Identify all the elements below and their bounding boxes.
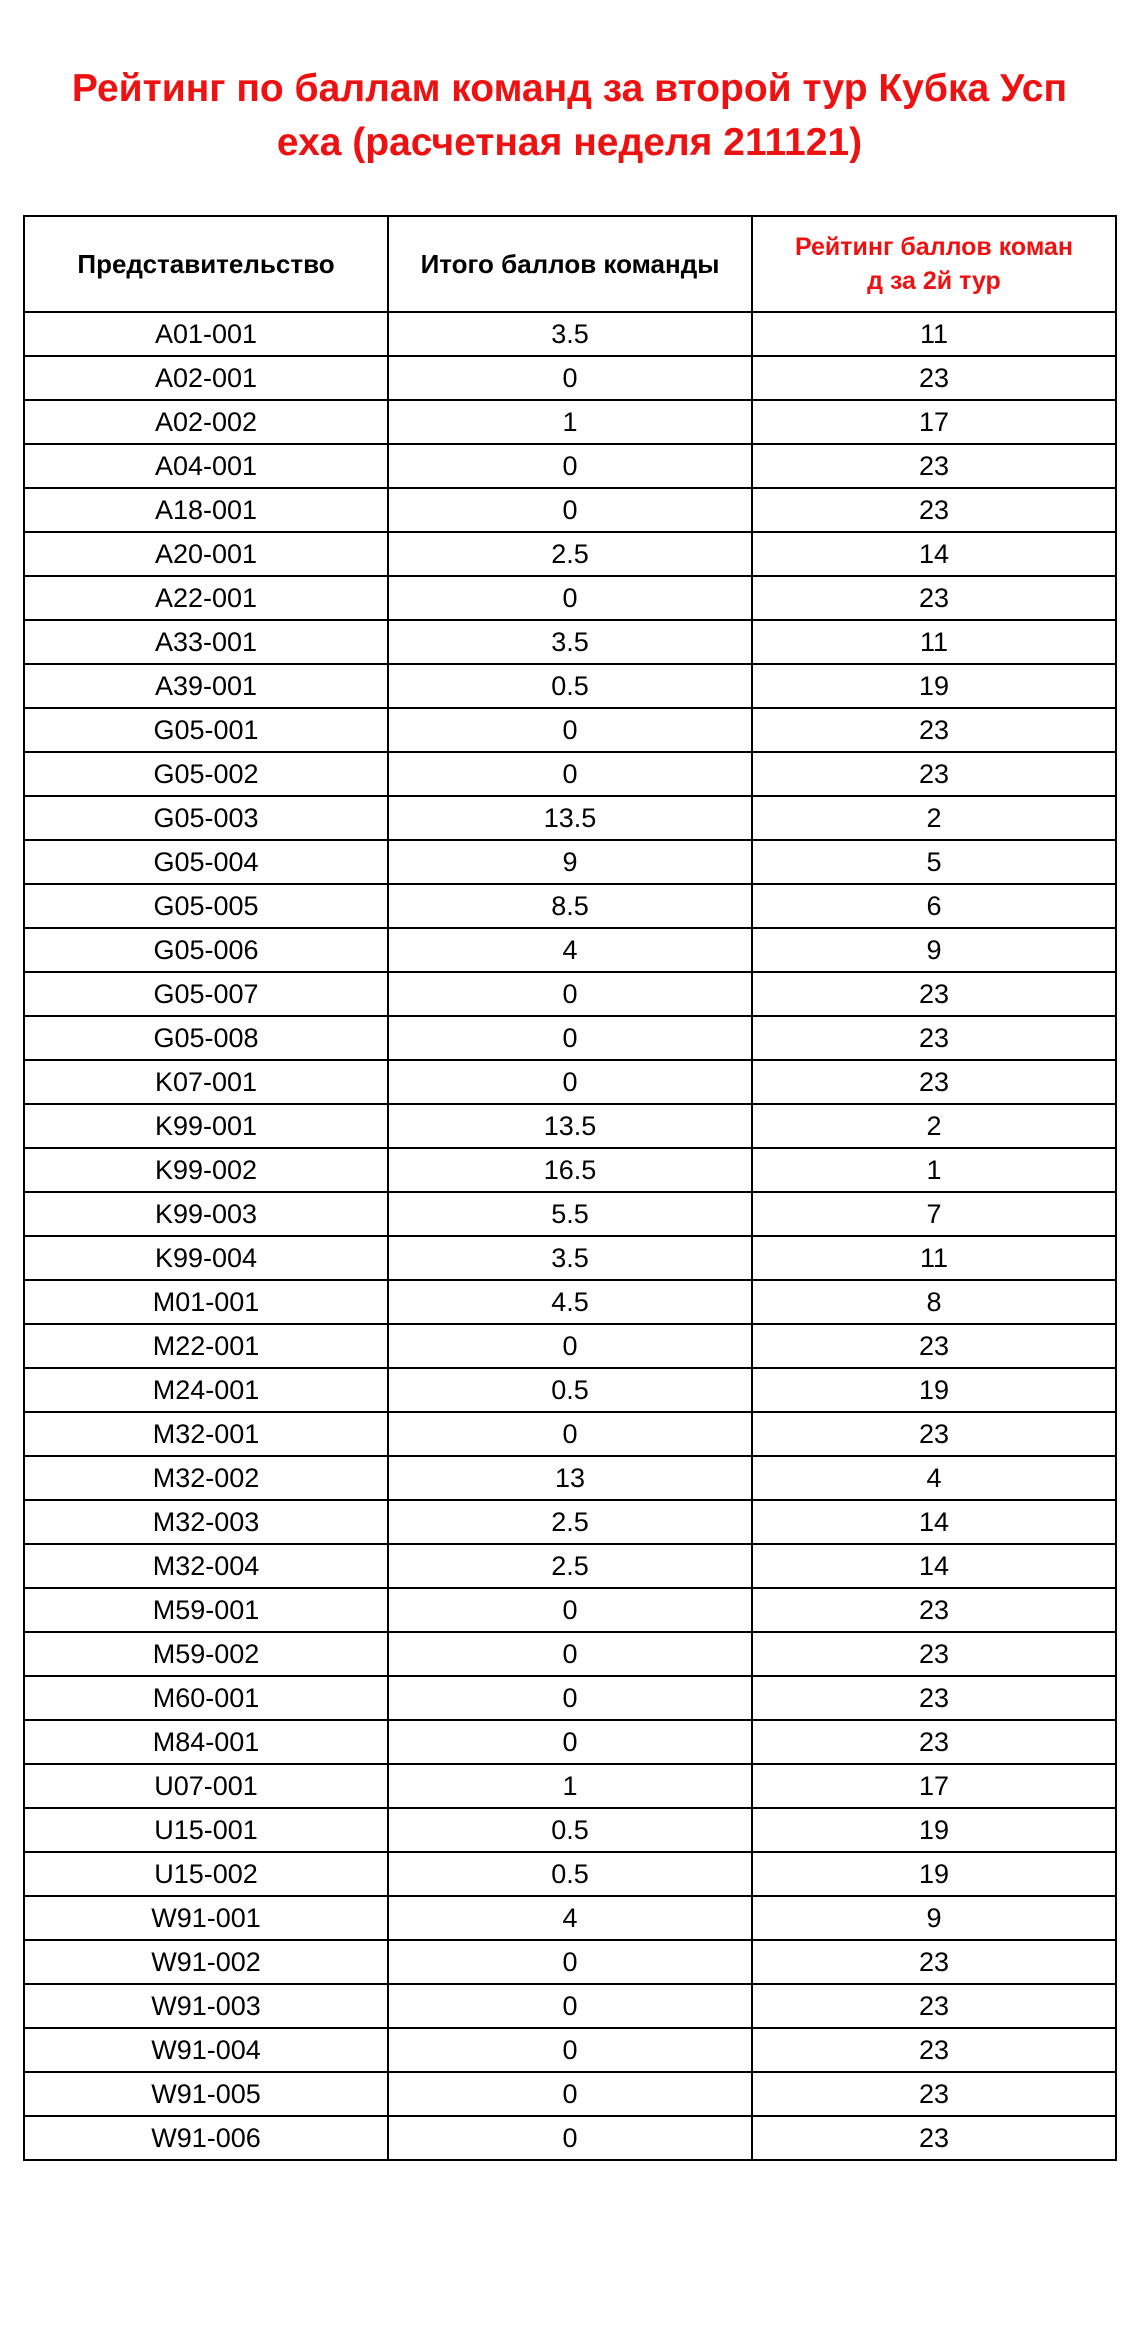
table-row	[24, 1500, 1116, 1544]
cell-office: W91-006	[24, 2116, 388, 2160]
table-row	[24, 1016, 1116, 1060]
cell-rating: 23	[752, 1060, 1116, 1104]
cell-office: K07-001	[24, 1060, 388, 1104]
cell-rating: 2	[752, 1104, 1116, 1148]
cell-office: M32-001	[24, 1412, 388, 1456]
cell-office: A22-001	[24, 576, 388, 620]
cell-total-points: 8.5	[388, 884, 752, 928]
cell-office: G05-005	[24, 884, 388, 928]
cell-rating: 19	[752, 1852, 1116, 1896]
table-row	[24, 1632, 1116, 1676]
table-row	[24, 400, 1116, 444]
table-row	[24, 2072, 1116, 2116]
cell-office: A04-001	[24, 444, 388, 488]
cell-total-points: 0	[388, 1984, 752, 2028]
cell-office: A02-002	[24, 400, 388, 444]
cell-total-points: 1	[388, 1764, 752, 1808]
cell-office: M32-003	[24, 1500, 388, 1544]
cell-office: M60-001	[24, 1676, 388, 1720]
cell-rating: 17	[752, 1764, 1116, 1808]
cell-rating: 23	[752, 1588, 1116, 1632]
table-row	[24, 1984, 1116, 2028]
table-row	[24, 1676, 1116, 1720]
table-row	[24, 1940, 1116, 1984]
cell-rating: 23	[752, 1016, 1116, 1060]
cell-office: M32-002	[24, 1456, 388, 1500]
cell-office: G05-004	[24, 840, 388, 884]
cell-rating: 23	[752, 1632, 1116, 1676]
cell-total-points: 0	[388, 1324, 752, 1368]
cell-rating: 8	[752, 1280, 1116, 1324]
cell-rating: 4	[752, 1456, 1116, 1500]
cell-rating: 14	[752, 532, 1116, 576]
cell-rating: 7	[752, 1192, 1116, 1236]
table-row	[24, 1060, 1116, 1104]
table-row	[24, 708, 1116, 752]
cell-rating: 9	[752, 928, 1116, 972]
header-row	[24, 216, 1116, 312]
cell-total-points: 4.5	[388, 1280, 752, 1324]
cell-total-points: 0	[388, 576, 752, 620]
cell-rating: 23	[752, 2028, 1116, 2072]
cell-total-points: 0	[388, 356, 752, 400]
cell-office: M59-002	[24, 1632, 388, 1676]
cell-total-points: 0	[388, 1720, 752, 1764]
cell-rating: 1	[752, 1148, 1116, 1192]
cell-total-points: 0	[388, 1060, 752, 1104]
cell-rating: 11	[752, 312, 1116, 356]
cell-rating: 23	[752, 1324, 1116, 1368]
rating-table	[23, 215, 1117, 2161]
table-row	[24, 1456, 1116, 1500]
cell-office: M01-001	[24, 1280, 388, 1324]
table-row	[24, 928, 1116, 972]
table-row	[24, 1280, 1116, 1324]
cell-rating: 23	[752, 444, 1116, 488]
table-row	[24, 1324, 1116, 1368]
cell-total-points: 0.5	[388, 1852, 752, 1896]
cell-total-points: 0	[388, 2028, 752, 2072]
cell-rating: 23	[752, 1984, 1116, 2028]
cell-total-points: 0.5	[388, 664, 752, 708]
cell-total-points: 3.5	[388, 620, 752, 664]
cell-office: K99-001	[24, 1104, 388, 1148]
cell-total-points: 0	[388, 488, 752, 532]
cell-office: A39-001	[24, 664, 388, 708]
cell-office: A33-001	[24, 620, 388, 664]
cell-rating: 23	[752, 1720, 1116, 1764]
page-title-line-2: еха (расчетная неделя 211121)	[276, 121, 863, 164]
cell-total-points: 13.5	[388, 796, 752, 840]
cell-office: A01-001	[24, 312, 388, 356]
cell-total-points: 16.5	[388, 1148, 752, 1192]
table-row	[24, 1588, 1116, 1632]
table-row	[24, 488, 1116, 532]
cell-office: A18-001	[24, 488, 388, 532]
cell-office: M84-001	[24, 1720, 388, 1764]
cell-office: A02-001	[24, 356, 388, 400]
cell-total-points: 0	[388, 1940, 752, 1984]
cell-rating: 11	[752, 1236, 1116, 1280]
table-row	[24, 532, 1116, 576]
cell-office: W91-005	[24, 2072, 388, 2116]
cell-total-points: 3.5	[388, 312, 752, 356]
cell-total-points: 1	[388, 400, 752, 444]
cell-rating: 23	[752, 488, 1116, 532]
cell-rating: 14	[752, 1544, 1116, 1588]
cell-total-points: 0	[388, 1016, 752, 1060]
cell-rating: 23	[752, 972, 1116, 1016]
cell-total-points: 0	[388, 1632, 752, 1676]
cell-office: G05-003	[24, 796, 388, 840]
cell-total-points: 2.5	[388, 1544, 752, 1588]
cell-total-points: 13	[388, 1456, 752, 1500]
cell-rating: 23	[752, 752, 1116, 796]
header-rating-line-2: д за 2й тур	[867, 267, 1001, 295]
cell-office: G05-002	[24, 752, 388, 796]
table-row	[24, 2116, 1116, 2160]
cell-office: U15-001	[24, 1808, 388, 1852]
table-row	[24, 1896, 1116, 1940]
cell-total-points: 2.5	[388, 1500, 752, 1544]
cell-total-points: 0.5	[388, 1368, 752, 1412]
table-row	[24, 840, 1116, 884]
table-row	[24, 312, 1116, 356]
cell-total-points: 5.5	[388, 1192, 752, 1236]
cell-total-points: 0.5	[388, 1808, 752, 1852]
cell-office: W91-002	[24, 1940, 388, 1984]
header-rating-line-1: Рейтинг баллов коман	[794, 233, 1074, 261]
table-row	[24, 444, 1116, 488]
cell-rating: 23	[752, 576, 1116, 620]
table-body	[24, 312, 1116, 2160]
cell-rating: 14	[752, 1500, 1116, 1544]
table-row	[24, 1720, 1116, 1764]
page-title-line-1: Рейтинг по баллам команд за второй тур Кубка Усп	[71, 67, 1068, 110]
cell-office: M32-004	[24, 1544, 388, 1588]
table-row	[24, 1544, 1116, 1588]
cell-rating: 19	[752, 664, 1116, 708]
table-row	[24, 356, 1116, 400]
cell-total-points: 0	[388, 444, 752, 488]
table-row	[24, 1808, 1116, 1852]
table-row	[24, 1368, 1116, 1412]
table-row	[24, 1764, 1116, 1808]
header-total-points: Итого баллов команды	[388, 216, 752, 312]
cell-office: K99-004	[24, 1236, 388, 1280]
table-row	[24, 576, 1116, 620]
table-row	[24, 620, 1116, 664]
cell-rating: 23	[752, 1676, 1116, 1720]
cell-rating: 23	[752, 1412, 1116, 1456]
cell-total-points: 0	[388, 708, 752, 752]
cell-total-points: 2.5	[388, 532, 752, 576]
cell-rating: 2	[752, 796, 1116, 840]
table-row	[24, 1852, 1116, 1896]
cell-rating: 19	[752, 1368, 1116, 1412]
cell-total-points: 4	[388, 928, 752, 972]
cell-office: G05-007	[24, 972, 388, 1016]
cell-rating: 23	[752, 1940, 1116, 1984]
table-row	[24, 884, 1116, 928]
table-row	[24, 1192, 1116, 1236]
table-header	[24, 216, 1116, 312]
table-row	[24, 752, 1116, 796]
cell-rating: 9	[752, 1896, 1116, 1940]
cell-total-points: 0	[388, 1588, 752, 1632]
cell-office: W91-004	[24, 2028, 388, 2072]
cell-office: K99-003	[24, 1192, 388, 1236]
cell-rating: 23	[752, 2116, 1116, 2160]
cell-office: M22-001	[24, 1324, 388, 1368]
cell-rating: 23	[752, 356, 1116, 400]
cell-rating: 11	[752, 620, 1116, 664]
cell-total-points: 13.5	[388, 1104, 752, 1148]
cell-total-points: 0	[388, 1412, 752, 1456]
cell-rating: 17	[752, 400, 1116, 444]
cell-office: G05-006	[24, 928, 388, 972]
cell-office: W91-003	[24, 1984, 388, 2028]
cell-total-points: 4	[388, 1896, 752, 1940]
cell-office: U15-002	[24, 1852, 388, 1896]
cell-total-points: 0	[388, 1676, 752, 1720]
table-row	[24, 2028, 1116, 2072]
page-title	[0, 62, 1139, 170]
table-row	[24, 1104, 1116, 1148]
cell-office: U07-001	[24, 1764, 388, 1808]
cell-office: G05-001	[24, 708, 388, 752]
cell-total-points: 3.5	[388, 1236, 752, 1280]
cell-total-points: 0	[388, 752, 752, 796]
cell-total-points: 0	[388, 2116, 752, 2160]
cell-office: K99-002	[24, 1148, 388, 1192]
cell-total-points: 9	[388, 840, 752, 884]
cell-total-points: 0	[388, 972, 752, 1016]
table-row	[24, 972, 1116, 1016]
cell-office: M59-001	[24, 1588, 388, 1632]
cell-rating: 19	[752, 1808, 1116, 1852]
header-office: Представительство	[24, 216, 388, 312]
cell-office: M24-001	[24, 1368, 388, 1412]
cell-office: G05-008	[24, 1016, 388, 1060]
cell-rating: 23	[752, 2072, 1116, 2116]
cell-total-points: 0	[388, 2072, 752, 2116]
table-row	[24, 1148, 1116, 1192]
cell-rating: 6	[752, 884, 1116, 928]
header-rating	[752, 216, 1116, 312]
cell-rating: 23	[752, 708, 1116, 752]
table-row	[24, 664, 1116, 708]
table-row	[24, 1236, 1116, 1280]
table-row	[24, 1412, 1116, 1456]
cell-office: W91-001	[24, 1896, 388, 1940]
cell-office: A20-001	[24, 532, 388, 576]
table-row	[24, 796, 1116, 840]
cell-rating: 5	[752, 840, 1116, 884]
